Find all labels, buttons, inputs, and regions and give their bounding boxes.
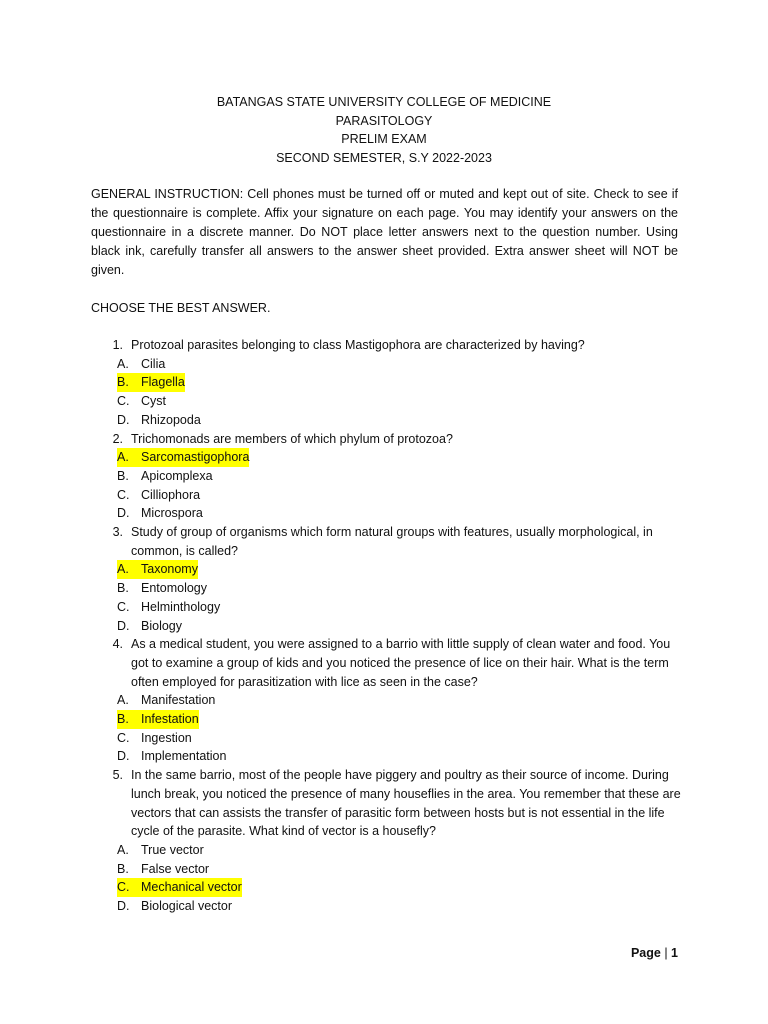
answer-option-highlighted [91, 560, 681, 579]
question-item [91, 336, 681, 355]
option-text: Flagella [141, 373, 185, 392]
answer-option [91, 411, 681, 430]
page-separator: | [664, 946, 668, 960]
question-text: Protozoal parasites belonging to class Mastigophora are characterized by having? [131, 338, 585, 352]
option-text: Helminthology [141, 599, 221, 614]
question-number: 5. [112, 768, 123, 783]
answer-option [91, 486, 681, 505]
answer-option-highlighted [91, 878, 681, 897]
question-item [91, 635, 681, 691]
option-letter: B. [117, 710, 141, 729]
option-letter: A. [117, 693, 129, 708]
option-letter: C. [117, 599, 130, 614]
option-text: Taxonomy [141, 560, 198, 579]
general-instruction: GENERAL INSTRUCTION: Cell phones must be turned off or muted and kept out of site. Check to see if the questionnaire is complete. Affix your signature on each page. You may identify your answers on the questionnaire in a discrete manner. Do NOT place letter answers next to the question number. Using black ink, carefully transfer all answers to the answer sheet provided. Extra answer sheet will NOT be given. [91, 187, 678, 277]
question-item [91, 766, 681, 841]
option-text: Mechanical vector [141, 878, 242, 897]
option-letter: C. [117, 394, 130, 409]
answer-option [91, 691, 681, 710]
question-number: 1. [112, 338, 123, 352]
option-letter: C. [117, 878, 141, 897]
option-text: Biology [141, 618, 182, 633]
subject-title: PARASITOLOGY [335, 113, 433, 128]
answer-option [91, 617, 681, 636]
answer-option [91, 897, 681, 916]
answer-option [91, 860, 681, 879]
answer-option-highlighted [91, 373, 681, 392]
answer-option [91, 504, 681, 523]
option-text: Implementation [141, 749, 227, 764]
option-letter: C. [117, 487, 130, 502]
option-text: Cilia [141, 356, 166, 371]
question-text: Trichomonads are members of which phylum of protozoa? [131, 431, 453, 446]
option-letter: A. [117, 560, 141, 579]
question-number: 3. [112, 525, 123, 540]
option-letter: A. [117, 448, 141, 467]
question-list [91, 336, 681, 916]
option-text: Infestation [141, 710, 199, 729]
option-letter: B. [117, 373, 141, 392]
option-text: Rhizopoda [141, 412, 201, 427]
question-item [91, 523, 681, 560]
option-text: Ingestion [141, 730, 192, 745]
option-text: Manifestation [141, 693, 216, 708]
option-text: Entomology [141, 581, 208, 596]
option-letter: A. [117, 356, 129, 371]
option-text: Apicomplexa [141, 468, 213, 483]
answer-option [91, 467, 681, 486]
page-label: Page [630, 946, 661, 960]
section-title: CHOOSE THE BEST ANSWER. [91, 301, 271, 315]
answer-option [91, 598, 681, 617]
question-text: As a medical student, you were assigned to a barrio with little supply of clean water and food. You got to examine a group of kids and you noticed the presence of lice on their hair. What is the term often employed for parasitization with lice as seen in the case? [131, 637, 671, 689]
page-number: 1 [671, 946, 678, 960]
option-text: Sarcomastigophora [141, 448, 249, 467]
option-letter: D. [117, 749, 130, 764]
option-letter: D. [117, 618, 130, 633]
question-text: Study of group of organisms which form natural groups with features, usually morphological, in common, is called? [131, 525, 653, 558]
option-text: Biological vector [141, 899, 233, 914]
option-text: Cilliophora [141, 487, 201, 502]
question-text: In the same barrio, most of the people have piggery and poultry as their source of income. During lunch break, you noticed the presence of many houseflies in the area. You remember that these are vectors that can assists the transfer of parasitic form between hosts but is not essential in the life cycle of the parasite. What kind of vector is a housefly? [131, 768, 681, 839]
answer-option [91, 355, 681, 374]
university-name: BATANGAS STATE UNIVERSITY COLLEGE OF MEDICINE [216, 95, 552, 109]
document-header [0, 93, 768, 168]
page-footer [631, 944, 678, 962]
option-letter: A. [117, 842, 129, 857]
semester-line: SECOND SEMESTER, S.Y 2022-2023 [276, 151, 492, 166]
answer-option [91, 579, 681, 598]
option-letter: D. [117, 506, 130, 521]
answer-option [91, 841, 681, 860]
question-number: 2. [112, 431, 123, 446]
option-text: False vector [141, 861, 210, 876]
option-letter: B. [117, 581, 129, 596]
option-letter: C. [117, 730, 130, 745]
exam-title: PRELIM EXAM [341, 132, 427, 147]
option-text: True vector [141, 842, 204, 857]
question-item [91, 430, 681, 449]
answer-option-highlighted [91, 448, 681, 467]
option-text: Microspora [141, 506, 203, 521]
option-letter: D. [117, 412, 130, 427]
option-letter: B. [117, 468, 129, 483]
option-text: Cyst [141, 394, 166, 409]
question-number: 4. [112, 637, 123, 652]
answer-option [91, 747, 681, 766]
option-letter: D. [117, 899, 130, 914]
answer-option [91, 392, 681, 411]
option-letter: B. [117, 861, 129, 876]
answer-option-highlighted [91, 710, 681, 729]
answer-option [91, 729, 681, 748]
